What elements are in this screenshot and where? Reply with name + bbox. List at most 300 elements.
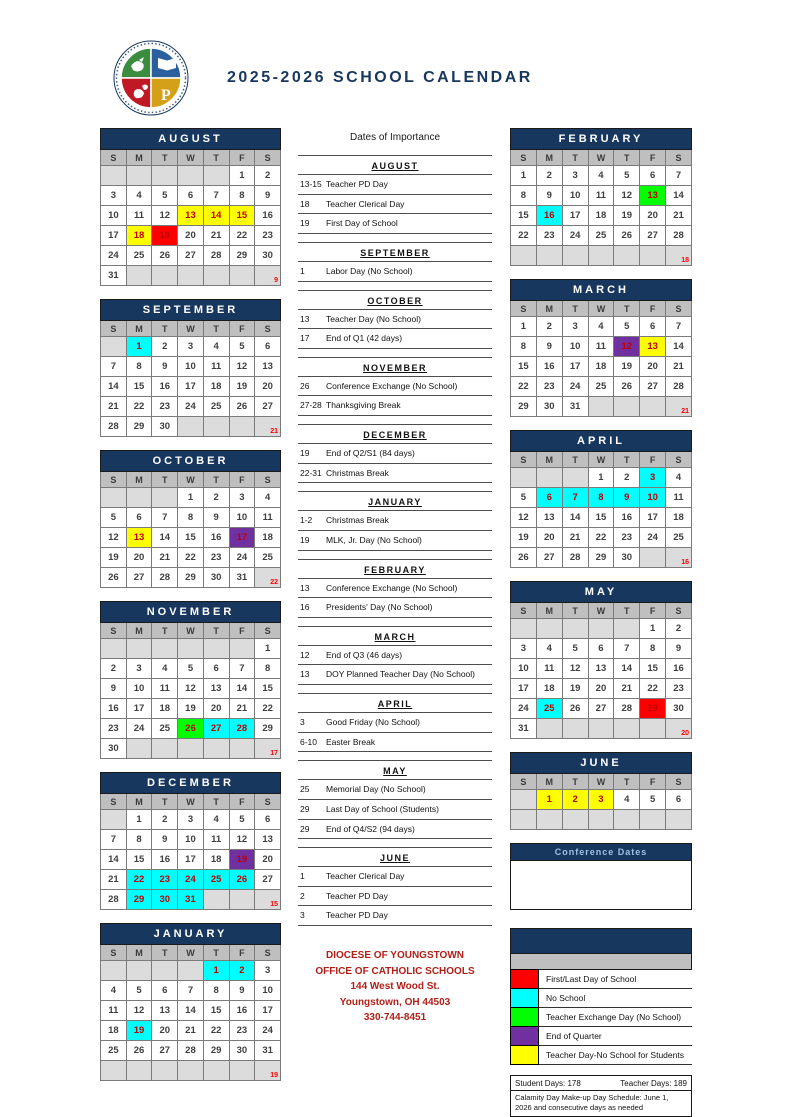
weekday-header: W: [588, 452, 614, 468]
day-cell: 10: [255, 981, 281, 1001]
day-cell: 12: [511, 508, 537, 528]
weekday-header: S: [511, 603, 537, 619]
day-cell: 14: [152, 528, 178, 548]
day-cell: 6: [203, 659, 229, 679]
legend-label: No School: [539, 989, 692, 1008]
day-cell: 28: [101, 890, 127, 910]
month-title: AUGUST: [101, 129, 281, 150]
address-line: 144 West Wood St.: [350, 981, 440, 992]
day-cell: 15: [511, 206, 537, 226]
day-cell: 29: [178, 568, 204, 588]
address-line: DIOCESE OF YOUNGSTOWN: [326, 950, 464, 961]
day-cell: 29: [588, 548, 614, 568]
day-cell: 13: [640, 186, 666, 206]
importance-date: 2: [300, 890, 305, 901]
weekday-header: T: [562, 301, 588, 317]
importance-text: Memorial Day (No School): [326, 784, 426, 795]
day-cell: 26: [178, 719, 204, 739]
importance-text: MLK, Jr. Day (No School): [326, 534, 422, 545]
weekday-header-row: [511, 150, 692, 166]
weekday-header: T: [203, 472, 229, 488]
importance-date: 1: [300, 265, 305, 276]
day-cell: 22: [126, 870, 152, 890]
month-calendar-october: [100, 450, 281, 588]
week-row: [511, 377, 692, 397]
importance-date: 1-2: [300, 515, 313, 526]
day-cell: [152, 166, 178, 186]
day-cell: 14: [101, 850, 127, 870]
school-days-count: 17: [255, 739, 281, 759]
day-cell: 20: [640, 357, 666, 377]
week-row: [101, 1041, 281, 1061]
day-cell: 29: [640, 699, 666, 719]
legend-label: End of Quarter: [539, 1027, 692, 1046]
weekday-header: S: [666, 150, 692, 166]
day-cell: 21: [152, 548, 178, 568]
day-cell: 22: [588, 528, 614, 548]
conference-dates-title: Conference Dates: [511, 844, 691, 860]
day-cell: 14: [614, 659, 640, 679]
importance-text: Conference Exchange (No School): [326, 582, 458, 593]
day-cell: 20: [152, 1021, 178, 1041]
day-cell: [229, 266, 255, 286]
day-cell: 25: [666, 528, 692, 548]
day-cell: 31: [229, 568, 255, 588]
day-cell: 4: [152, 659, 178, 679]
week-row: [101, 508, 281, 528]
day-cell: 1: [126, 337, 152, 357]
day-cell: 28: [178, 1041, 204, 1061]
weekday-header: S: [511, 452, 537, 468]
weekday-header: S: [101, 623, 127, 639]
importance-text: End of Q3 (46 days): [326, 649, 403, 660]
week-row: [101, 739, 281, 759]
importance-month-september: SEPTEMBER: [298, 243, 492, 262]
day-cell: [536, 810, 562, 830]
legend-label: First/Last Day of School: [539, 970, 692, 989]
week-row: [101, 357, 281, 377]
day-cell: 23: [255, 226, 281, 246]
header: [0, 0, 791, 116]
day-cell: [203, 739, 229, 759]
day-cell: 7: [229, 659, 255, 679]
weekday-header: M: [536, 603, 562, 619]
importance-date: 29: [300, 823, 310, 834]
day-cell: [640, 719, 666, 739]
day-cell: [562, 810, 588, 830]
day-cell: [126, 739, 152, 759]
day-cell: 30: [101, 739, 127, 759]
day-cell: 27: [152, 1041, 178, 1061]
importance-date: 25: [300, 784, 310, 795]
day-cell: 4: [255, 488, 281, 508]
importance-item: [298, 214, 492, 234]
day-cell: 30: [255, 246, 281, 266]
day-cell: 28: [614, 699, 640, 719]
day-cell: [640, 810, 666, 830]
importance-text: End of Q1 (42 days): [326, 333, 403, 344]
day-cell: 24: [101, 246, 127, 266]
legend-color-swatch: [510, 1007, 539, 1027]
importance-date: 6-10: [300, 736, 318, 747]
day-cell: 15: [229, 206, 255, 226]
weekday-header: S: [101, 321, 127, 337]
day-cell: 6: [178, 186, 204, 206]
day-cell: 31: [178, 890, 204, 910]
day-cell: 4: [203, 810, 229, 830]
day-cell: 9: [229, 981, 255, 1001]
day-cell: 29: [511, 397, 537, 417]
day-cell: 30: [666, 699, 692, 719]
weekday-header-row: [101, 794, 281, 810]
importance-date: 17: [300, 333, 310, 344]
legend-header-bar: [510, 928, 692, 954]
weekday-header: W: [178, 472, 204, 488]
day-cell: 2: [666, 619, 692, 639]
conference-dates-body: [511, 860, 691, 909]
day-cell: 26: [614, 377, 640, 397]
week-row: [511, 468, 692, 488]
day-cell: 19: [229, 377, 255, 397]
day-cell: 28: [562, 548, 588, 568]
day-cell: 22: [255, 699, 281, 719]
day-cell: 21: [614, 679, 640, 699]
week-row: [101, 850, 281, 870]
day-cell: 10: [126, 679, 152, 699]
day-cell: 15: [588, 508, 614, 528]
importance-date: 22-31: [300, 467, 322, 478]
day-cell: 5: [152, 186, 178, 206]
week-row: [101, 206, 281, 226]
importance-text: Christmas Break: [326, 515, 389, 526]
weekday-header-row: [101, 150, 281, 166]
day-cell: 12: [101, 528, 127, 548]
month-title: APRIL: [511, 431, 692, 452]
week-row: [511, 488, 692, 508]
day-cell: 23: [666, 679, 692, 699]
day-cell: 1: [511, 317, 537, 337]
importance-text: Thanksgiving Break: [326, 400, 401, 411]
week-row: [101, 377, 281, 397]
day-cell: 23: [536, 377, 562, 397]
day-cell: 10: [229, 508, 255, 528]
month-title: NOVEMBER: [101, 602, 281, 623]
importance-date: 19: [300, 448, 310, 458]
right-months: [510, 128, 692, 830]
day-cell: 27: [588, 699, 614, 719]
importance-date: 13: [300, 582, 310, 593]
day-cell: 9: [614, 488, 640, 508]
legend-row: [510, 1027, 692, 1046]
day-cell: 5: [101, 508, 127, 528]
day-cell: 31: [511, 719, 537, 739]
day-cell: 19: [614, 357, 640, 377]
day-cell: 10: [640, 488, 666, 508]
weekday-header: M: [126, 472, 152, 488]
day-cell: 1: [588, 468, 614, 488]
importance-item: [298, 665, 492, 685]
weekday-header: M: [536, 301, 562, 317]
day-cell: [640, 246, 666, 266]
day-cell: 17: [126, 699, 152, 719]
importance-month-august: AUGUST: [298, 156, 492, 175]
day-cell: 13: [255, 830, 281, 850]
day-cell: 26: [511, 548, 537, 568]
week-row: [101, 1061, 281, 1081]
importance-date: 3: [300, 910, 305, 921]
legend-color-swatch: [510, 1045, 539, 1065]
day-cell: 15: [126, 377, 152, 397]
day-cell: 10: [562, 186, 588, 206]
importance-text: Teacher Day (No School): [326, 313, 421, 324]
day-cell: 4: [101, 981, 127, 1001]
day-cell: 23: [536, 226, 562, 246]
day-cell: 25: [126, 246, 152, 266]
day-cell: 15: [203, 1001, 229, 1021]
day-cell: 13: [178, 206, 204, 226]
day-cell: [178, 639, 204, 659]
day-cell: [562, 246, 588, 266]
day-cell: [588, 619, 614, 639]
month-table-february: [510, 128, 692, 266]
day-cell: 18: [536, 679, 562, 699]
importance-item: [298, 329, 492, 349]
day-cell: 11: [536, 659, 562, 679]
week-row: [101, 639, 281, 659]
weekday-header: F: [640, 301, 666, 317]
day-cell: 28: [152, 568, 178, 588]
dates-of-importance: [298, 128, 492, 926]
legend-color-swatch: [510, 1026, 539, 1046]
week-row: [101, 961, 281, 981]
day-cell: 24: [126, 719, 152, 739]
day-cell: 21: [203, 226, 229, 246]
day-cell: 4: [126, 186, 152, 206]
day-cell: 24: [178, 397, 204, 417]
weekday-header: F: [229, 321, 255, 337]
month-table-september: [100, 299, 281, 437]
day-cell: 6: [640, 317, 666, 337]
day-cell: 12: [229, 357, 255, 377]
importance-item: [298, 780, 492, 800]
weekday-header: F: [640, 774, 666, 790]
weekday-header-row: [101, 321, 281, 337]
weekday-header: S: [255, 472, 281, 488]
day-cell: 3: [101, 186, 127, 206]
day-cell: 28: [101, 417, 127, 437]
address-line: 330-744-8451: [363, 1012, 427, 1023]
day-cell: [562, 619, 588, 639]
day-cell: [229, 1061, 255, 1081]
importance-date: 3: [300, 717, 305, 727]
day-cell: [126, 488, 152, 508]
month-title: OCTOBER: [101, 451, 281, 472]
day-cell: 8: [126, 830, 152, 850]
day-cell: 7: [203, 186, 229, 206]
weekday-header: S: [666, 774, 692, 790]
section-divider: [298, 416, 492, 425]
importance-month-october: OCTOBER: [298, 291, 492, 310]
weekday-header: S: [666, 301, 692, 317]
weekday-header: T: [614, 452, 640, 468]
weekday-header: S: [101, 472, 127, 488]
weekday-header: M: [126, 623, 152, 639]
day-cell: [229, 417, 255, 437]
day-cell: [178, 266, 204, 286]
importance-item: [298, 195, 492, 215]
weekday-header: M: [126, 321, 152, 337]
school-days-count: 9: [255, 266, 281, 286]
week-row: [511, 337, 692, 357]
importance-text: End of Q4/S2 (94 days): [326, 823, 415, 834]
day-cell: 21: [101, 870, 127, 890]
importance-date: 13: [300, 313, 310, 324]
day-cell: 11: [203, 357, 229, 377]
day-cell: 2: [203, 488, 229, 508]
day-cell: 17: [562, 206, 588, 226]
weekday-header: T: [614, 603, 640, 619]
day-cell: 16: [152, 850, 178, 870]
week-row: [511, 508, 692, 528]
day-cell: 15: [640, 659, 666, 679]
day-cell: 27: [640, 226, 666, 246]
color-legend: [510, 928, 692, 1065]
weekday-header-row: [101, 472, 281, 488]
day-cell: 20: [255, 377, 281, 397]
day-cell: 8: [255, 659, 281, 679]
day-cell: 7: [101, 357, 127, 377]
day-cell: 20: [126, 548, 152, 568]
weekday-header-row: [511, 452, 692, 468]
month-title: JUNE: [511, 753, 692, 774]
day-cell: [178, 961, 204, 981]
weekday-header: S: [101, 945, 127, 961]
school-days-count: 22: [255, 568, 281, 588]
importance-text: Christmas Break: [326, 467, 389, 478]
day-cell: 21: [101, 397, 127, 417]
day-cell: 7: [666, 317, 692, 337]
importance-text: Teacher Clerical Day: [326, 871, 405, 882]
day-cell: 26: [126, 1041, 152, 1061]
day-cell: 19: [229, 850, 255, 870]
day-cell: 10: [511, 659, 537, 679]
day-cell: [511, 810, 537, 830]
day-cell: 6: [666, 790, 692, 810]
day-cell: 7: [666, 166, 692, 186]
importance-item: [298, 511, 492, 531]
month-title: FEBRUARY: [511, 129, 692, 150]
student-days: Student Days: 178: [515, 1079, 581, 1088]
day-cell: 19: [511, 528, 537, 548]
importance-item: [298, 820, 492, 840]
week-row: [511, 317, 692, 337]
conference-dates-box: [510, 843, 692, 910]
weekday-header: M: [536, 452, 562, 468]
day-cell: 23: [152, 397, 178, 417]
week-row: [511, 679, 692, 699]
importance-item: [298, 906, 492, 926]
week-row: [511, 719, 692, 739]
day-cell: 9: [101, 679, 127, 699]
day-cell: 3: [229, 488, 255, 508]
day-cell: 12: [229, 830, 255, 850]
weekday-header: M: [536, 150, 562, 166]
importance-text: Teacher PD Day: [326, 910, 388, 921]
importance-item: [298, 733, 492, 753]
week-row: [101, 1021, 281, 1041]
section-divider: [298, 685, 492, 694]
day-cell: 17: [640, 508, 666, 528]
legend-row: [510, 1008, 692, 1027]
day-cell: [101, 488, 127, 508]
day-cell: 14: [666, 337, 692, 357]
weekday-header: M: [126, 945, 152, 961]
day-cell: [640, 548, 666, 568]
day-cell: 31: [562, 397, 588, 417]
day-cell: 22: [178, 548, 204, 568]
week-row: [101, 659, 281, 679]
day-cell: 23: [614, 528, 640, 548]
week-row: [511, 166, 692, 186]
day-cell: 11: [152, 679, 178, 699]
day-cell: 6: [588, 639, 614, 659]
week-row: [101, 397, 281, 417]
week-row: [101, 528, 281, 548]
day-cell: 21: [562, 528, 588, 548]
day-cell: 29: [203, 1041, 229, 1061]
day-cell: [152, 739, 178, 759]
day-cell: [178, 1061, 204, 1081]
day-cell: 4: [536, 639, 562, 659]
day-cell: 18: [126, 226, 152, 246]
weekday-header: T: [203, 321, 229, 337]
importance-item: [298, 531, 492, 551]
day-cell: 19: [126, 1021, 152, 1041]
day-cell: 10: [178, 357, 204, 377]
day-cell: [203, 417, 229, 437]
day-cell: 5: [229, 810, 255, 830]
week-row: [101, 870, 281, 890]
legend-row: [510, 970, 692, 989]
day-cell: 6: [640, 166, 666, 186]
month-calendar-december: [100, 772, 281, 910]
importance-item: [298, 262, 492, 282]
day-cell: 7: [614, 639, 640, 659]
month-table-october: [100, 450, 281, 588]
day-cell: [614, 810, 640, 830]
day-cell: 9: [152, 830, 178, 850]
day-cell: 17: [562, 357, 588, 377]
day-cell: 19: [101, 548, 127, 568]
day-cell: 20: [255, 850, 281, 870]
week-row: [511, 639, 692, 659]
day-cell: [511, 619, 537, 639]
day-cell: 1: [511, 166, 537, 186]
day-cell: 12: [152, 206, 178, 226]
day-cell: 9: [536, 186, 562, 206]
day-cell: 30: [152, 417, 178, 437]
weekday-header: F: [229, 945, 255, 961]
day-cell: 5: [229, 337, 255, 357]
day-cell: [101, 337, 127, 357]
day-cell: 6: [255, 810, 281, 830]
day-cell: 10: [562, 337, 588, 357]
day-cell: 5: [614, 166, 640, 186]
importance-item: [298, 598, 492, 618]
importance-date: 16: [300, 602, 310, 613]
week-row: [101, 679, 281, 699]
day-cell: 12: [126, 1001, 152, 1021]
